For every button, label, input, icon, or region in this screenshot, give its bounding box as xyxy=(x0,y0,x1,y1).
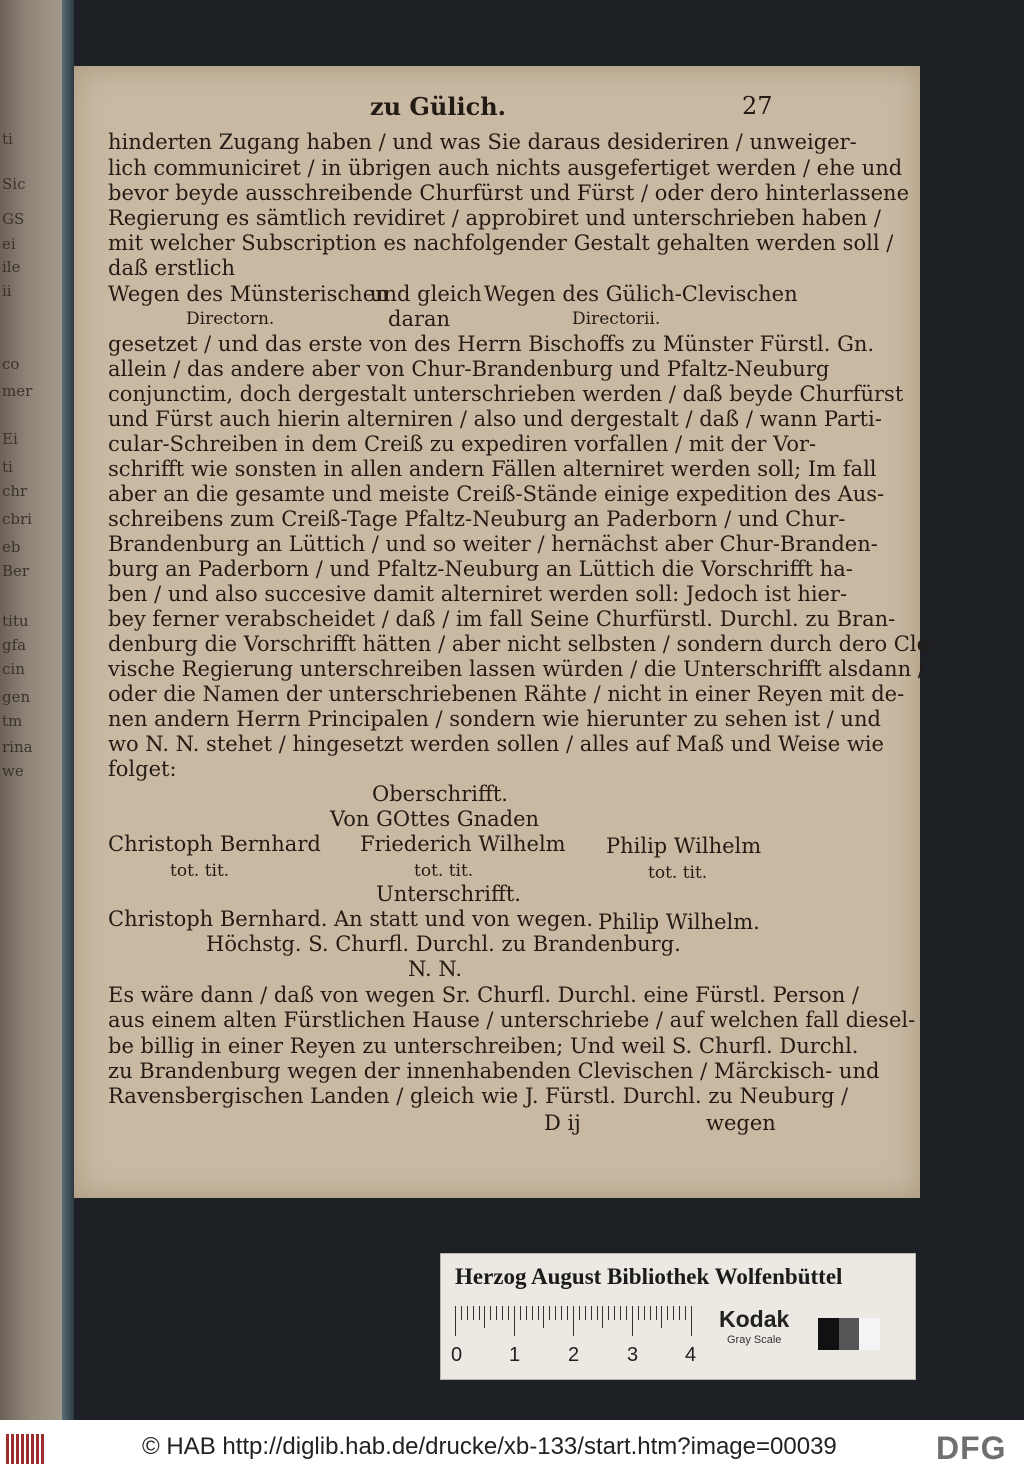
left-page-fragment: rina xyxy=(2,738,33,756)
text-line: mit welcher Subscription es nachfolgender Gestalt gehalten werden soll / xyxy=(108,231,894,255)
text-line: be billig in einer Reyen zu unterschreiben; Und weil S. Churfl. Durchl. xyxy=(108,1034,859,1058)
von-gottes-gnaden: Von GOttes Gnaden xyxy=(330,807,540,831)
tot-tit-mid: tot. tit. xyxy=(414,861,474,881)
sig-name-right: Philip Wilhelm. xyxy=(598,910,760,934)
name-right: Philip Wilhelm xyxy=(606,834,762,858)
text-line: schreibens zum Creiß-Tage Pfaltz-Neuburg an Paderborn / und Chur- xyxy=(108,507,846,531)
left-page-fragment: gen xyxy=(2,688,31,706)
tot-tit-right: tot. tit. xyxy=(648,863,708,883)
text-line: Brandenburg an Lüttich / und so weiter / hernächst aber Chur-Branden- xyxy=(108,532,878,556)
text-line: ben / und also succesive damit alterniret werden soll: Jedoch ist hier- xyxy=(108,582,848,606)
text-line: vische Regierung unterschreiben lassen würden / die Unterschrifft alsdann / xyxy=(108,657,925,681)
sig-left: Wegen des Münsterischen xyxy=(108,282,389,306)
left-page-fragment: cbri xyxy=(2,510,32,528)
sig-name-mid: An statt und von wegen. xyxy=(334,907,594,931)
text-line: daß erstlich xyxy=(108,256,236,280)
left-page-fragment: cin xyxy=(2,660,25,678)
ruler-scale xyxy=(455,1306,705,1336)
ruler-number: 4 xyxy=(685,1344,697,1366)
text-line: conjunctim, doch dergestalt unterschrieben werden / daß beyde Churfürst xyxy=(108,382,904,406)
unterschrifft-heading: Unterschrifft. xyxy=(376,882,521,906)
text-line: folget: xyxy=(108,757,177,781)
gray-scale-label: Gray Scale xyxy=(727,1334,782,1346)
left-page-fragment: we xyxy=(2,762,24,780)
left-page-fragment: Ei xyxy=(2,430,18,448)
left-page-fragment: Sic xyxy=(2,175,26,193)
text-line: Ravensbergischen Landen / gleich wie J. Fürstl. Durchl. zu Neuburg / xyxy=(108,1084,849,1108)
text-line: und Fürst auch hierin alterniren / also und dergestalt / daß / wann Parti- xyxy=(108,407,882,431)
text-line: zu Brandenburg wegen der innenhabenden Clevischen / Märckisch- und xyxy=(108,1059,880,1083)
sig-line-2: Höchstg. S. Churfl. Durchl. zu Brandenburg. xyxy=(206,932,681,956)
text-line: aus einem alten Fürstlichen Hause / unterschriebe / auf welchen fall diesel- xyxy=(108,1008,916,1032)
left-page-fragment: mer xyxy=(2,382,33,400)
text-line: cular-Schreiben in dem Creiß zu expediren vorfallen / mit der Vor- xyxy=(108,432,817,456)
text-line: allein / das andere aber von Chur-Brandenburg und Pfaltz-Neuburg xyxy=(108,357,830,381)
left-page-fragment: GS xyxy=(2,210,25,228)
left-page-fragment: co xyxy=(2,355,20,373)
name-mid: Friederich Wilhelm xyxy=(360,832,566,856)
page-number: 27 xyxy=(742,92,773,120)
sig-mid-2: daran xyxy=(388,307,451,331)
left-page-fragment: chr xyxy=(2,482,28,500)
ruler-number: 2 xyxy=(568,1344,580,1366)
left-page-fragment: titu xyxy=(2,612,29,630)
sig-left-2: Directorn. xyxy=(186,309,275,329)
running-title: zu Gülich. xyxy=(370,92,507,121)
text-line: bevor beyde ausschreibende Churfürst und Fürst / oder dero hinterlassene xyxy=(108,181,910,205)
ruler-number: 3 xyxy=(627,1344,639,1366)
ruler-number: 1 xyxy=(509,1344,521,1366)
dfg-logo: DFG xyxy=(936,1430,1007,1466)
sig-mid: und gleich xyxy=(370,282,482,306)
previous-page-edge xyxy=(0,0,70,1420)
glass-plate-edge xyxy=(62,0,74,1420)
text-line: schrifft wie sonsten in allen andern Fällen alterniret werden soll; Im fall xyxy=(108,457,877,481)
text-line: Es wäre dann / daß von wegen Sr. Churfl. Durchl. eine Fürstl. Person / xyxy=(108,983,859,1007)
name-left: Christoph Bernhard xyxy=(108,832,321,856)
left-page-fragment: ile xyxy=(2,258,21,276)
text-line: wo N. N. stehet / hingesetzt werden sollen / alles auf Maß und Weise wie xyxy=(108,732,884,756)
ruler-number: 0 xyxy=(451,1344,463,1366)
kodak-logo: Kodak xyxy=(719,1306,790,1332)
text-line: hinderten Zugang haben / und was Sie daraus desideriren / unweiger- xyxy=(108,130,857,154)
copyright-link[interactable]: © HAB http://diglib.hab.de/drucke/xb-133/start.htm?image=00039 xyxy=(142,1433,837,1460)
library-scale-card xyxy=(440,1253,916,1380)
text-line: lich communiciret / in übrigen auch nichts ausgefertiget werden / ehe und xyxy=(108,156,903,180)
text-line: aber an die gesamte und meiste Creiß-Stände einige expedition des Aus- xyxy=(108,482,885,506)
text-line: bey ferner verabscheidet / daß / im fall Seine Churfürstl. Durchl. zu Bran- xyxy=(108,607,896,631)
footer-bar xyxy=(0,1420,1024,1475)
tot-tit-left: tot. tit. xyxy=(170,861,230,881)
left-page-fragment: tm xyxy=(2,712,23,730)
sig-name-left: Christoph Bernhard. xyxy=(108,907,328,931)
oberschrifft-heading: Oberschrifft. xyxy=(372,782,508,806)
barcode-icon xyxy=(6,1434,48,1464)
text-line: denburg die Vorschrifft hätten / aber nicht selbsten / sondern durch dero Cle- xyxy=(108,632,937,656)
sig-right-2: Directorii. xyxy=(572,309,661,329)
nn-placeholder: N. N. xyxy=(408,957,463,981)
text-line: oder die Namen der unterschriebenen Rähte / nicht in einer Reyen mit de- xyxy=(108,682,905,706)
left-page-fragment: Ber xyxy=(2,562,30,580)
left-page-fragment: ti xyxy=(2,458,13,476)
text-line: Regierung es sämtlich revidiret / approbiret und unterschrieben haben / xyxy=(108,206,881,230)
text-line: burg an Paderborn / und Pfaltz-Neuburg an Lüttich die Vorschrifft ha- xyxy=(108,557,853,581)
library-name: Herzog August Bibliothek Wolfenbüttel xyxy=(455,1264,843,1289)
left-page-fragment: eb xyxy=(2,538,21,556)
catchword: wegen xyxy=(706,1111,776,1135)
left-page-fragment: gfa xyxy=(2,636,27,654)
gray-scale-swatches xyxy=(818,1318,880,1350)
text-line: gesetzet / und das erste von des Herrn Bischoffs zu Münster Fürstl. Gn. xyxy=(108,332,875,356)
left-page-fragment: ti xyxy=(2,130,13,148)
left-page-fragment: ii xyxy=(2,282,12,300)
text-line: nen andern Herrn Principalen / sondern wie hierunter zu sehen ist / und xyxy=(108,707,881,731)
left-page-fragment: ei xyxy=(2,235,16,253)
sig-right: Wegen des Gülich-Clevischen xyxy=(484,282,798,306)
signature-mark: D ij xyxy=(544,1111,581,1135)
